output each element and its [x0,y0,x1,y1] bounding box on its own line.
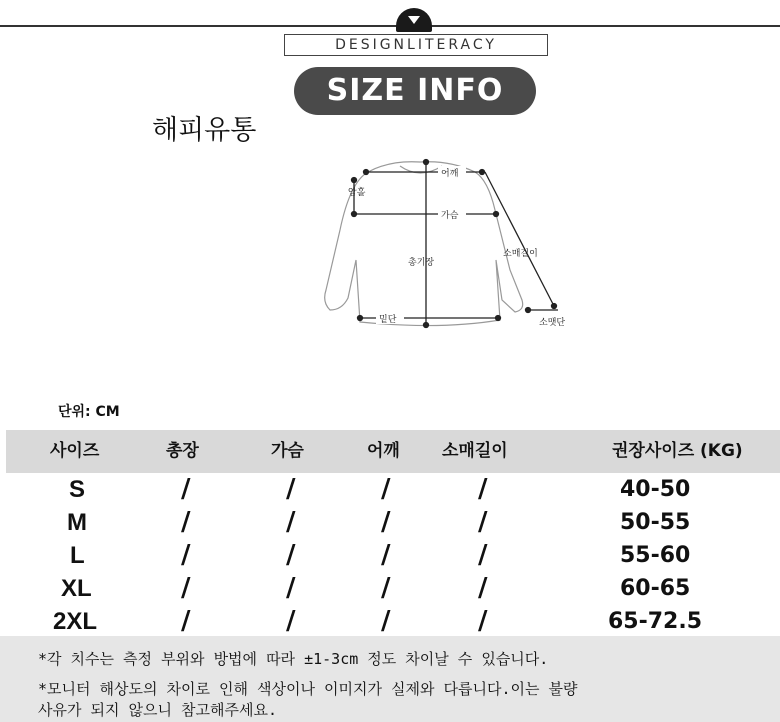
weight-cell: 40-50 [620,477,691,502]
product-name: 해피유통 [152,115,257,146]
total-length-label: 총기장 [408,258,435,268]
chevron-down-icon [396,8,432,32]
sleeve-length-cell: / [478,606,488,636]
weight-cell: 60-65 [620,576,691,601]
brand-label: DESIGNLITERACY [284,34,548,56]
size-cell: XL [61,575,92,602]
size-cell: M [67,509,87,536]
weight-cell: 65-72.5 [608,609,703,634]
chest-cell: / [286,573,296,603]
shoulder-label: 어깨 [441,169,459,179]
table-row [6,473,780,506]
size-table [6,430,780,638]
note-measurement-variance: *각 치수는 측정 부위와 방법에 따라 ±1-3cm 정도 차이날 수 있습니다. [38,650,549,668]
hem-label: 밑단 [379,315,397,325]
shoulder-cell: / [381,540,391,570]
notes-box [0,636,780,722]
size-cell: S [69,476,86,503]
total-length-cell: / [181,474,191,504]
sleeve-length-cell: / [478,507,488,537]
total-length-cell: / [181,573,191,603]
unit-label: 단위: CM [58,404,120,420]
table-row [6,539,780,572]
chest-cell: / [286,507,296,537]
table-row [6,572,780,605]
shoulder-cell: / [381,573,391,603]
sleeve-length-cell: / [478,474,488,504]
header-recommended-weight: 권장사이즈 (KG) [612,441,743,461]
total-length-cell: / [181,606,191,636]
weight-cell: 50-55 [620,510,691,535]
shoulder-cell: / [381,507,391,537]
header-chest: 가슴 [271,441,304,461]
chest-cell: / [286,474,296,504]
total-length-cell: / [181,540,191,570]
armhole-label: 암홀 [348,188,366,198]
size-cell: L [70,542,85,569]
chest-label: 가슴 [441,211,459,221]
shoulder-cell: / [381,474,391,504]
note-not-defect: 사유가 되지 않으니 참고해주세요. [38,701,277,719]
sleeve-length-label: 소매길이 [503,249,538,259]
header-size: 사이즈 [50,441,100,461]
header-sleeve-length: 소매길이 [442,441,508,461]
note-monitor-color: *모니터 해상도의 차이로 인해 색상이나 이미지가 실제와 다릅니다.이는 불량 [38,680,578,698]
top-divider [0,25,780,27]
table-row [6,506,780,539]
shoulder-cell: / [381,606,391,636]
weight-cell: 55-60 [620,543,691,568]
header-shoulder: 어깨 [367,441,400,461]
size-info-banner: SIZE INFO [294,67,536,115]
size-cell: 2XL [53,608,98,635]
sleeve-length-cell: / [478,573,488,603]
chest-cell: / [286,540,296,570]
table-header-row [6,430,780,473]
sleeve-length-cell: / [478,540,488,570]
table-row [6,605,780,638]
cuff-label: 소맷단 [539,318,566,328]
header-total-length: 총장 [166,441,199,461]
chest-cell: / [286,606,296,636]
garment-measurement-diagram [290,150,590,340]
total-length-cell: / [181,507,191,537]
